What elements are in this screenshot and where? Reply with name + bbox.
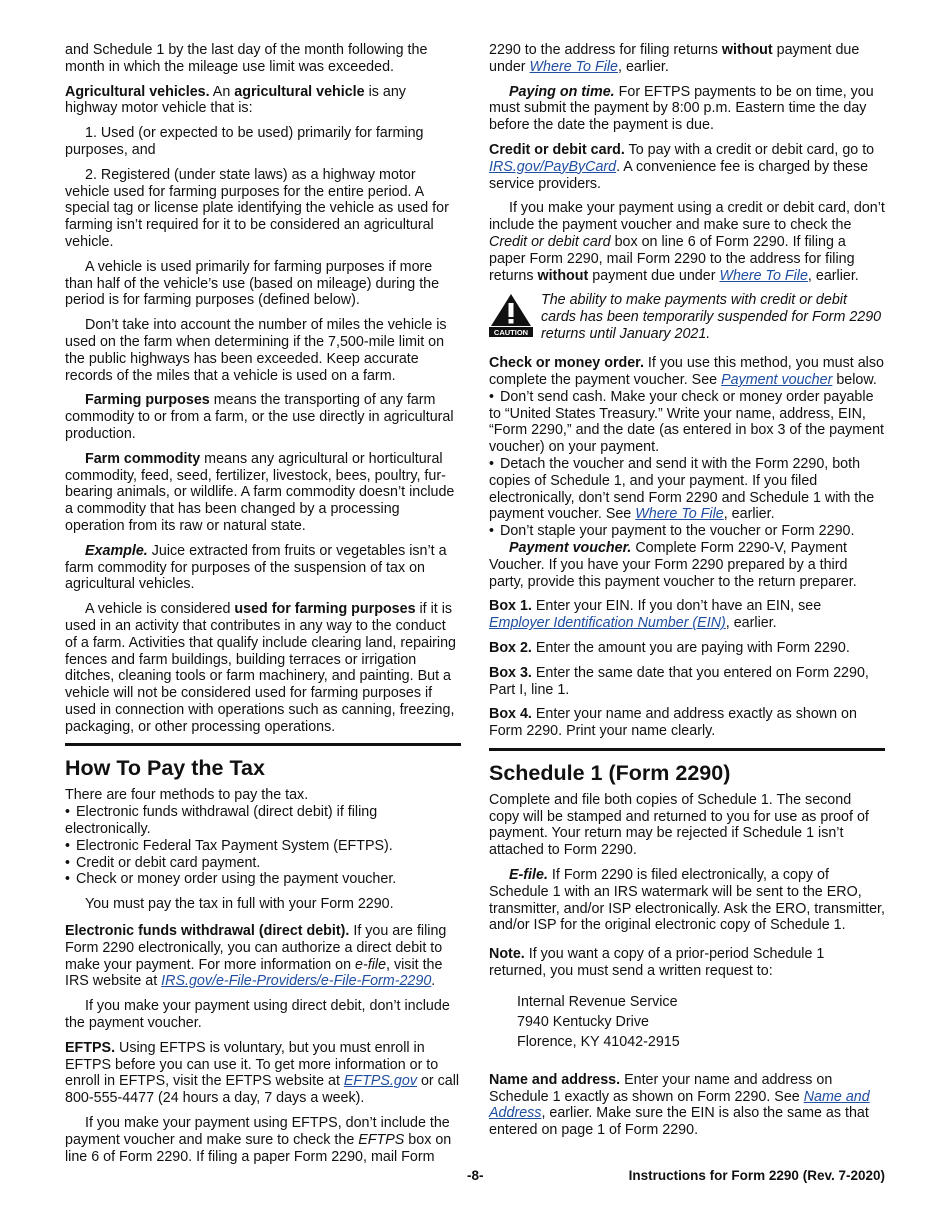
run: Juice extracted from fruits or vegetables isn’t a farm commodity for purposes of the suspension of tax on agricultural vehicles. <box>65 542 447 593</box>
example-paragraph <box>65 543 461 593</box>
run: If you are filing Form 2290 electronically, you can authorize a direct debit to make your payment. For more information on <box>65 923 447 973</box>
run: . <box>431 973 436 990</box>
farm-commodity-paragraph <box>65 451 461 535</box>
paragraph <box>489 42 885 76</box>
efile-paragraph <box>489 867 885 934</box>
run-head: Note. <box>489 946 525 963</box>
eftps-link[interactable]: EFTPS.gov <box>343 1073 417 1090</box>
bullet-item <box>489 456 885 523</box>
run-bold: without <box>721 42 773 58</box>
bullet-item: • Electronic Federal Tax Payment System (EFTPS). <box>65 838 461 855</box>
run: payment due under <box>489 42 860 75</box>
box1-paragraph <box>489 598 885 632</box>
box2-paragraph <box>489 640 885 657</box>
caution-text: The ability to make payments with credit or debit cards has been temporarily suspended for Form 2290 returns until January 2021. <box>541 292 882 342</box>
bullet-item: • Don’t staple your payment to the voucher or Form 2290. <box>489 523 885 540</box>
pay-by-card-link[interactable]: IRS.gov/PayByCard <box>489 158 617 175</box>
run: means any agricultural or horticultural commodity, feed, seed, fertilizer, livestock, bees, poultry, fur-bearing animals, or wildlife. A farm commodity doesn’t include a commodity that has been changed by a processing operation from its raw or natural state. <box>65 450 455 534</box>
run: payment due under <box>588 267 720 284</box>
run: To pay with a credit or debit card, go to <box>624 141 875 158</box>
run-italic: e-file <box>355 956 387 973</box>
run: , earlier. <box>618 58 669 75</box>
where-to-file-link[interactable]: Where To File <box>529 58 619 75</box>
page-number: -8- <box>467 1168 484 1183</box>
bullet-item: • Check or money order using the payment voucher. <box>65 871 461 888</box>
check-paragraph <box>489 355 885 389</box>
run-head: Check or money order. <box>489 355 644 372</box>
run-bold-italic: Example. <box>85 542 148 559</box>
paragraph: If you make your payment using direct debit, don’t include the payment voucher. <box>65 998 450 1032</box>
run: below. <box>832 371 877 388</box>
address-line: Internal Revenue Service <box>517 993 678 1010</box>
where-to-file-link[interactable]: Where To File <box>635 506 724 523</box>
section-heading-schedule-1: Schedule 1 (Form 2290) <box>489 760 731 785</box>
run: , earlier. <box>807 267 859 284</box>
list-item: 2. Registered (under state laws) as a highway motor vehicle used for farming purposes for the entire period. A special tag or license plate identifying the vehicle as used for farming isn’t required for it to be considered an agricultural vehicle. <box>65 166 449 250</box>
payment-voucher-paragraph <box>489 540 885 590</box>
footer-form-title: Instructions for Form 2290 (Rev. 7-2020) <box>628 1168 885 1183</box>
section-divider <box>65 743 461 746</box>
section-divider <box>489 748 885 751</box>
run: 2290 to the address for filing returns <box>489 42 722 58</box>
run: or call 800-555-4477 (24 hours a day, 7 days a week). <box>65 1073 460 1107</box>
bullet-item: • Credit or debit card payment. <box>65 855 461 872</box>
caution-note <box>489 292 885 343</box>
farming-purposes-paragraph <box>65 392 461 442</box>
run: A vehicle is considered <box>85 601 235 618</box>
run: Using EFTPS is voluntary, but you must enroll in EFTPS before you can use it. To get more information or to enroll in EFTPS, visit the EFTPS website at <box>65 1039 439 1090</box>
run-bold: Farming purposes <box>85 392 210 409</box>
run: Enter your EIN. If you don’t have an EIN, see <box>531 598 822 615</box>
paragraph: You must pay the tax in full with your Form 2290. <box>85 896 394 913</box>
run-head: Agricultural vehicles. <box>65 83 210 100</box>
eftps-paragraph-2 <box>65 1115 461 1165</box>
direct-debit-paragraph <box>65 923 461 990</box>
run: . A convenience fee is charged by these service providers. <box>489 158 869 192</box>
paragraph: Complete and file both copies of Schedule 1. The second copy will be stamped and returned to you for use as proof of payment. Your return may be rejected if Schedule 1 isn’t attached to Form 2290. <box>489 791 869 859</box>
address-line: Florence, KY 41042-2915 <box>517 1033 680 1050</box>
where-to-file-link[interactable]: Where To File <box>719 267 808 284</box>
run-head: Box 3. <box>489 664 532 681</box>
caution-triangle-icon <box>489 292 533 338</box>
run: An <box>209 83 235 100</box>
box4-paragraph <box>489 706 885 740</box>
payment-voucher-link[interactable]: Payment voucher <box>721 371 833 388</box>
caution-icon <box>489 292 533 343</box>
run-head: Box 4. <box>489 706 532 723</box>
run: means the transporting of any farm commodity to or from a farm, or the use directly in agricultural production. <box>65 392 454 442</box>
bullet-item: • Electronic funds withdrawal (direct debit) if filing electronically. <box>65 804 461 838</box>
paying-on-time-paragraph <box>489 84 885 134</box>
credit-card-paragraph <box>489 142 885 192</box>
eftps-paragraph <box>65 1040 461 1107</box>
paragraph: Don’t take into account the number of miles the vehicle is used on the farm when determining if the 7,500-mile limit on the public highways has been exceeded. Keep accurate records of the miles that a vehicle is used on a farm. <box>65 317 447 384</box>
run-head: EFTPS. <box>65 1039 116 1056</box>
run-bold: agricultural vehicle <box>234 83 365 100</box>
run: If Form 2290 is filed electronically, a copy of Schedule 1 with an IRS watermark will be sent to the ERO, transmitter, and/or ISP electronically. Ask the ERO, transmitter, and/or ISP for the original electronic copy of Schedule 1. <box>489 867 885 934</box>
run: Detach the voucher and send it with the Form 2290, both copies of Schedule 1, and your payment. If you filed electronically, don’t send Form 2290 and Schedule 1 with the payment voucher. See <box>489 455 875 523</box>
run: box on line 6 of Form 2290. If filing a paper Form 2290, mail Form 2290 to the address for filing returns <box>489 233 855 284</box>
note-paragraph <box>489 946 885 980</box>
paragraph: and Schedule 1 by the last day of the month following the month in which the mileage use limit was exceeded. <box>65 42 428 75</box>
paragraph: A vehicle is used primarily for farming purposes if more than half of the vehicle’s use (based on mileage) during the period is for farming purposes (defined below). <box>65 258 440 309</box>
run: Enter the amount you are paying with Form 2290. <box>531 639 850 656</box>
run: is any highway motor vehicle that is: <box>65 83 406 117</box>
run: , earlier. Make sure the EIN is also the same as that entered on page 1 of Form 2290. <box>489 1105 869 1139</box>
run: , earlier. <box>723 506 775 523</box>
run-head: Box 1. <box>489 598 532 615</box>
right-column <box>489 42 885 1147</box>
box3-paragraph <box>489 665 885 699</box>
run-head: Name and address. <box>489 1071 621 1088</box>
agricultural-vehicles-paragraph <box>65 84 461 118</box>
list-item: 1. Used (or expected to be used) primarily for farming purposes, and <box>65 125 424 158</box>
run: Enter the same date that you entered on Form 2290, Part I, line 1. <box>489 664 869 698</box>
run-italic: EFTPS <box>358 1131 405 1148</box>
run-bold: used for farming purposes <box>234 601 416 618</box>
used-for-farming-paragraph <box>65 601 461 735</box>
caution-label: CAUTION <box>493 328 529 338</box>
run: Enter your name and address on Schedule 1 exactly as shown on Form 2290. See <box>489 1071 833 1105</box>
bullet-item: • Don’t send cash. Make your check or money order payable to “United States Treasury.” Write your name, address, EIN, “Form 2290,” and the date (as entered in box 3 of the payment voucher) on your payment. <box>489 389 885 456</box>
run-head: Credit or debit card. <box>489 141 625 158</box>
section-heading-how-to-pay: How To Pay the Tax <box>65 756 265 781</box>
run-head: Electronic funds withdrawal (direct debit). <box>65 923 350 940</box>
run-bold: Farm commodity <box>85 450 201 467</box>
run-italic: Credit or debit card <box>489 233 611 250</box>
address-line: 7940 Kentucky Drive <box>517 1013 649 1030</box>
run: , earlier. <box>725 615 777 632</box>
run: , visit the IRS website at <box>65 956 443 990</box>
left-column <box>65 42 461 1173</box>
run: If you use this method, you must also complete the payment voucher. See <box>489 355 884 388</box>
run-bold-italic: E-file. <box>509 867 548 884</box>
run: box on line 6 of Form 2290. If filing a paper Form 2290, mail Form <box>65 1131 452 1165</box>
paragraph: There are four methods to pay the tax. <box>65 787 309 804</box>
run-bold-italic: Paying on time. <box>509 83 615 100</box>
credit-card-paragraph-2 <box>489 200 885 284</box>
run: If you want a copy of a prior-period Schedule 1 returned, you must send a written request to: <box>489 946 825 980</box>
run: Enter your name and address exactly as shown on Form 2290. Print your name clearly. <box>489 706 857 740</box>
run: Complete Form 2290-V, Payment Voucher. If you have your Form 2290 prepared by a third party, provide this payment voucher to the return preparer. <box>489 539 857 590</box>
run-bold-italic: Payment voucher. <box>509 539 632 556</box>
run-bold: without <box>537 267 589 284</box>
name-and-address-link[interactable]: Name and Address <box>489 1088 870 1122</box>
efile-link[interactable]: IRS.gov/e-File-Providers/e-File-Form-2290 <box>161 973 432 990</box>
run: If you make your payment using a credit or debit card, don’t include the payment voucher and make sure to check the <box>489 200 885 234</box>
run: For EFTPS payments to be on time, you must submit the payment by 8:00 p.m. Eastern time the day before the date the payment is due. <box>489 83 874 134</box>
run: If you make your payment using EFTPS, don’t include the payment voucher and make sure to check the <box>65 1115 450 1148</box>
ein-link[interactable]: Employer Identification Number (EIN) <box>489 615 726 632</box>
run-head: Box 2. <box>489 639 532 656</box>
run: if it is used in an activity that contributes in any way to the conduct of a farm. Activities that qualify include clearing land, repairing fences and farm buildings, building terraces or irrigation ditches, cleaning tools or farm machinery, and painting. But a vehicle will not be considered used for farming purposes if used in connection with operations such as canning, freezing, packaging, or other processing operations. <box>65 601 456 735</box>
mailing-address <box>489 992 885 1052</box>
name-address-paragraph <box>489 1072 885 1139</box>
